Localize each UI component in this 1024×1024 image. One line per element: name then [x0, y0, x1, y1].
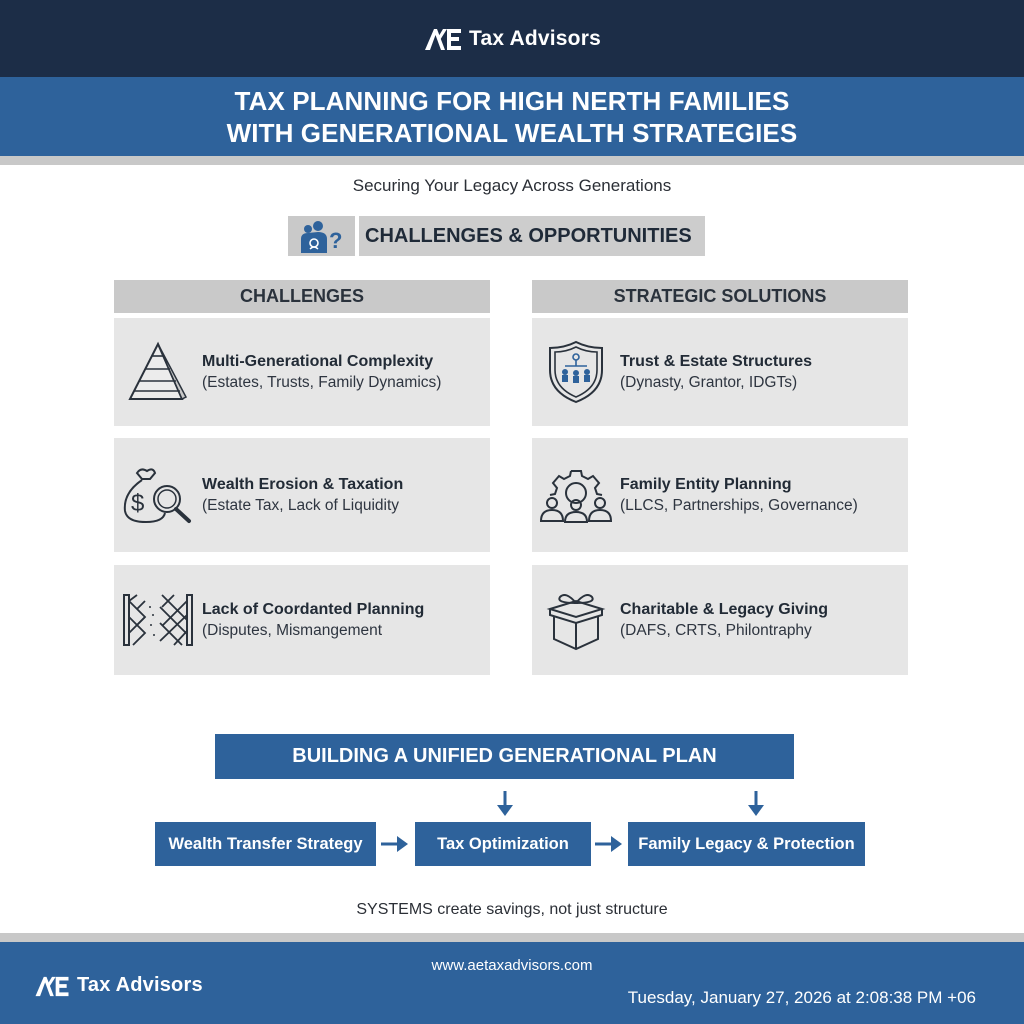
- gear-people-icon: [532, 467, 620, 523]
- broken-fence-icon: [114, 593, 202, 647]
- arrow-right-icon: [381, 835, 409, 853]
- card-detail: (Disputes, Mismangement: [202, 622, 383, 639]
- card-title: Wealth Erosion & Taxation: [202, 476, 404, 493]
- plan-banner: BUILDING A UNIFIED GENERATIONAL PLAN: [215, 734, 794, 779]
- card-detail: (LLCS, Partnerships, Governance): [620, 497, 858, 514]
- solution-card: [532, 318, 908, 426]
- solution-card: [532, 438, 908, 552]
- challenge-card: [114, 318, 490, 426]
- family-question-icon: [288, 216, 355, 256]
- divider: [0, 156, 1024, 165]
- section-label: CHALLENGES & OPPORTUNITIES: [359, 216, 705, 256]
- challenge-card: [114, 438, 490, 552]
- card-detail: (Estate Tax, Lack of Liquidity: [202, 497, 400, 514]
- card-detail: (DAFS, CRTS, Philontraphy: [620, 622, 812, 639]
- title-line-1: TAX PLANNING FOR HIGH NERTH FAMILIES: [234, 85, 790, 116]
- challenges-header: CHALLENGES: [114, 280, 490, 313]
- arrow-right-icon: [595, 835, 623, 853]
- title-line-2: WITH GENERATIONAL WEALTH STRATEGIES: [226, 117, 798, 148]
- card-detail: (Estates, Trusts, Family Dynamics): [202, 374, 442, 391]
- card-title: Trust & Estate Structures: [620, 353, 813, 370]
- ae-logo-icon: [33, 975, 71, 997]
- title-banner: [0, 77, 1024, 156]
- money-bag-magnifier-icon: [114, 465, 202, 525]
- timestamp: Tuesday, January 27, 2026 at 2:08:38 PM +06: [627, 988, 976, 1007]
- pyramid-icon: [114, 341, 202, 403]
- shield-family-icon: [532, 340, 620, 404]
- flow-step-family-legacy: Family Legacy & Protection: [628, 822, 865, 866]
- section-heading: [288, 216, 705, 256]
- top-brand-bar: [0, 0, 1024, 77]
- flow-step-wealth-transfer: Wealth Transfer Strategy: [155, 822, 376, 866]
- footer: [0, 942, 1024, 1024]
- card-detail: (Dynasty, Grantor, IDGTs): [620, 374, 798, 391]
- svg-text:$: $: [131, 490, 145, 517]
- card-title: Lack of Coordanted Planning: [202, 601, 425, 618]
- website-link[interactable]: www.aetaxadvisors.com: [431, 957, 593, 974]
- solutions-header: STRATEGIC SOLUTIONS: [532, 280, 908, 313]
- gift-box-icon: [532, 589, 620, 651]
- challenge-card: [114, 565, 490, 675]
- footer-brand-name: Tax Advisors: [77, 974, 203, 996]
- flow-step-tax-optimization: Tax Optimization: [415, 822, 591, 866]
- tagline: SYSTEMS create savings, not just structure: [356, 901, 668, 918]
- card-title: Family Entity Planning: [620, 476, 792, 493]
- arrow-down-icon: [747, 791, 765, 817]
- footer-logo: [33, 974, 203, 997]
- ae-logo-icon: [423, 27, 463, 51]
- card-title: Multi-Generational Complexity: [202, 353, 434, 370]
- solution-card: [532, 565, 908, 675]
- svg-text:?: ?: [328, 228, 342, 253]
- brand-name: Tax Advisors: [469, 26, 601, 50]
- divider: [0, 933, 1024, 942]
- arrow-down-icon: [496, 791, 514, 817]
- subtitle: Securing Your Legacy Across Generations: [352, 176, 672, 195]
- card-title: Charitable & Legacy Giving: [620, 601, 829, 618]
